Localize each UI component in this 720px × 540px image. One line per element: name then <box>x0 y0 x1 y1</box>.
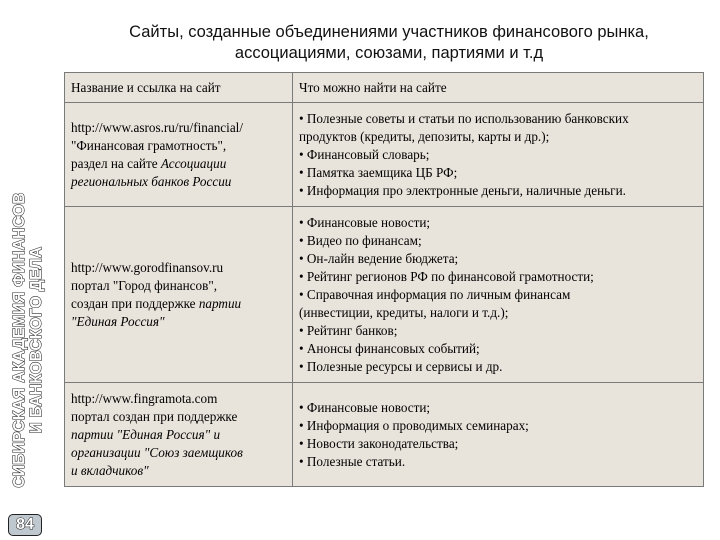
content-item: • Рейтинг банков; <box>299 322 398 338</box>
content-item: • Рейтинг регионов РФ по финансовой грамотности; <box>299 268 594 284</box>
site-description-line: и вкладчиков" <box>71 462 149 478</box>
site-description-italic: партии <box>198 295 242 311</box>
site-description-text: создан при поддержке <box>71 295 199 311</box>
table-row <box>65 103 704 207</box>
site-description-line: региональных банков России <box>71 173 232 189</box>
site-cell <box>65 207 293 383</box>
content-cell <box>293 103 704 207</box>
table-header-row <box>65 73 704 103</box>
content-item: • Полезные ресурсы и сервисы и др. <box>299 358 503 374</box>
site-url-link[interactable]: http://www.fingramota.com <box>71 390 218 406</box>
content-item: • Финансовые новости; <box>299 399 431 415</box>
site-description-italic: Ассоциации <box>160 155 227 171</box>
content-item: • Памятка заемщика ЦБ РФ; <box>299 164 458 180</box>
site-description-line <box>71 295 286 313</box>
site-description-line: "Финансовая грамотность", <box>71 137 227 153</box>
site-description-line <box>71 155 286 173</box>
page-title <box>64 22 714 64</box>
content-item: • Видео по финансам; <box>299 232 422 248</box>
content-item: (инвестиции, кредиты, налоги и т.д.); <box>299 304 509 320</box>
content-item: • Финансовый словарь; <box>299 146 430 162</box>
sites-table <box>64 72 704 487</box>
sidebar-brand-strip <box>0 0 54 540</box>
content-item: • Информация про электронные деньги, наличные деньги. <box>299 182 626 198</box>
table-row <box>65 207 704 383</box>
page-title-line1: Сайты, созданные объединениями участников финансового рынка, <box>129 23 649 41</box>
header-site-name: Название и ссылка на сайт <box>65 73 293 103</box>
site-description-line: портал создан при поддержке <box>71 408 238 424</box>
site-description-line: партии "Единая Россия" и <box>71 426 221 442</box>
academy-name-line2: И БАНКОВСКОГО ДЕЛА <box>28 246 45 434</box>
content-item: • Полезные советы и статьи по использованию банковских <box>299 110 629 126</box>
site-description-line: портал "Город финансов", <box>71 277 218 293</box>
page-title-line2: ассоциациями, союзами, партиями и т.д <box>234 44 544 62</box>
content-item: • Полезные статьи. <box>299 453 406 469</box>
page-number: 84 <box>16 516 34 533</box>
site-cell <box>65 383 293 487</box>
site-cell <box>65 103 293 207</box>
academy-name <box>11 192 45 487</box>
content-item: продуктов (кредиты, депозиты, карты и др.); <box>299 128 550 144</box>
site-url-link[interactable]: http://www.gorodfinansov.ru <box>71 259 224 275</box>
content-item: • Новости законодательства; <box>299 435 459 451</box>
site-url-link[interactable]: http://www.asros.ru/ru/financial/ <box>71 119 244 135</box>
table-row <box>65 383 704 487</box>
content-item: • Справочная информация по личным финансам <box>299 286 571 302</box>
academy-name-line1: СИБИРСКАЯ АКАДЕМИЯ ФИНАНСОВ <box>11 192 28 488</box>
content-item: • Информация о проводимых семинарах; <box>299 417 529 433</box>
content-cell <box>293 383 704 487</box>
page-number-badge <box>8 514 42 536</box>
header-site-content: Что можно найти на сайте <box>293 73 704 103</box>
site-description-text: раздел на сайте <box>71 155 161 171</box>
content-item: • Он-лайн ведение бюджета; <box>299 250 459 266</box>
content-item: • Анонсы финансовых событий; <box>299 340 480 356</box>
site-description-line: "Единая Россия" <box>71 313 165 329</box>
content-item: • Финансовые новости; <box>299 214 431 230</box>
site-description-line: организации "Союз заемщиков <box>71 444 243 460</box>
content-cell <box>293 207 704 383</box>
